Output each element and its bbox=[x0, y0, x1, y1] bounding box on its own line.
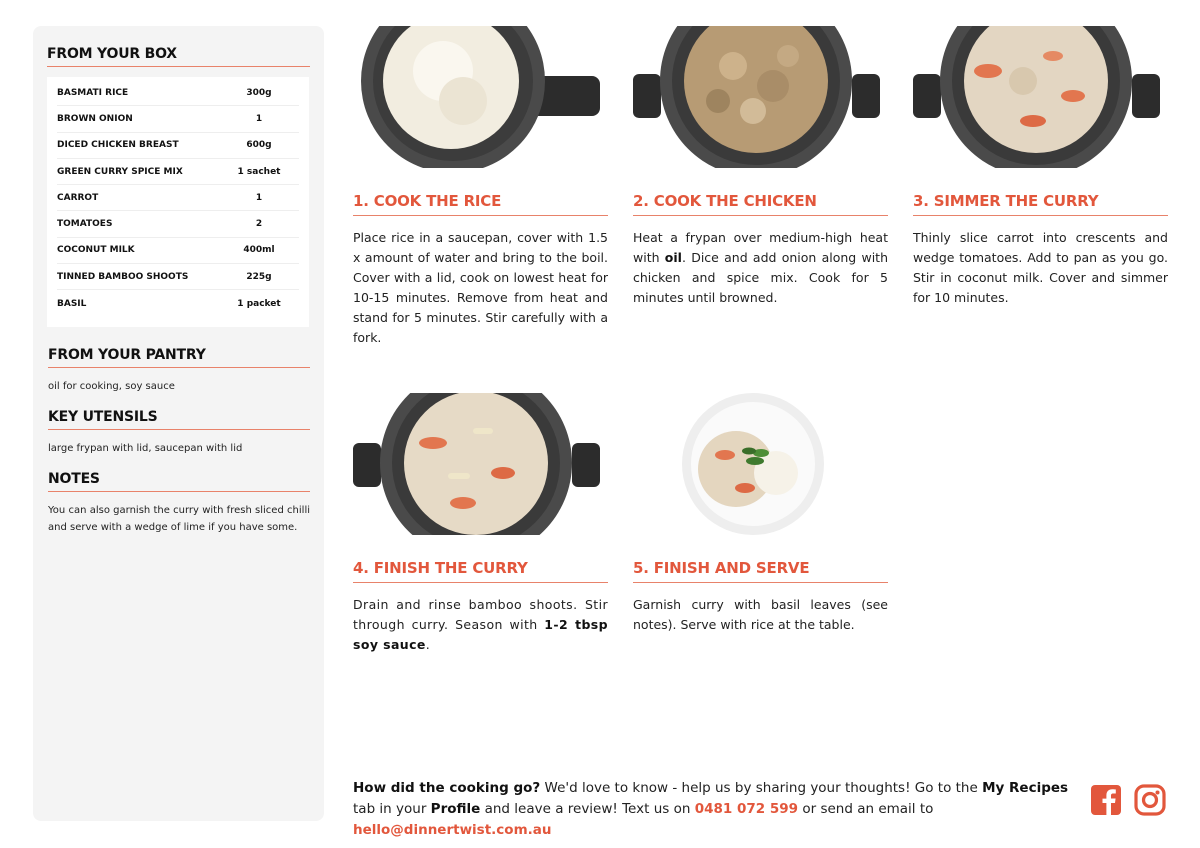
ingredient-row bbox=[57, 106, 299, 132]
email-link[interactable]: hello@dinnertwist.com.au bbox=[353, 822, 552, 838]
notes-section bbox=[47, 471, 310, 536]
step-2-title: 2. COOK THE CHICKEN bbox=[633, 192, 888, 216]
ingredient-row bbox=[57, 185, 299, 211]
ingredient-name: BASMATI RICE bbox=[57, 87, 129, 98]
footer-question: How did the cooking go? bbox=[353, 780, 541, 796]
facebook-icon[interactable] bbox=[1090, 784, 1122, 816]
ingredient-qty: 300g bbox=[246, 87, 272, 98]
key-utensils-heading: KEY UTENSILS bbox=[48, 409, 310, 430]
utensils-text: large frypan with lid, saucepan with lid bbox=[48, 442, 243, 454]
step-4 bbox=[353, 393, 608, 655]
ingredient-qty: 2 bbox=[255, 219, 263, 230]
ingredient-name: TINNED BAMBOO SHOOTS bbox=[57, 271, 189, 282]
ingredient-qty: 1 sachet bbox=[237, 166, 281, 177]
ingredient-row bbox=[57, 133, 299, 159]
ingredient-qty: 600g bbox=[246, 140, 272, 151]
ingredient-row bbox=[57, 264, 299, 290]
ingredient-qty: 225g bbox=[246, 271, 272, 282]
review-footer: How did the cooking go? We'd love to know - help us by sharing your thoughts! Go to the My Recipes tab in your Profile and leave a review! Text us on 0481 072 599 or send an email to hello@dinnertwist.com.au bbox=[353, 780, 1069, 838]
from-your-pantry-heading: FROM YOUR PANTRY bbox=[48, 347, 310, 368]
pantry-section bbox=[47, 347, 310, 395]
phone-link[interactable]: 0481 072 599 bbox=[694, 801, 799, 817]
step-3 bbox=[913, 26, 1168, 308]
ingredient-qty: 400ml bbox=[243, 245, 275, 256]
ingredient-row bbox=[57, 211, 299, 237]
ingredient-row bbox=[57, 80, 299, 106]
ingredient-qty: 1 packet bbox=[237, 298, 281, 309]
ingredient-name: TOMATOES bbox=[57, 219, 113, 230]
step-1-title: 1. COOK THE RICE bbox=[353, 192, 608, 216]
notes-text: You can also garnish the curry with fresh sliced chilli and serve with a wedge of lime if you have some. bbox=[48, 504, 310, 533]
ingredient-name: GREEN CURRY SPICE MIX bbox=[57, 166, 183, 177]
step-3-photo bbox=[913, 26, 1160, 168]
step-4-photo bbox=[353, 393, 600, 535]
notes-heading: NOTES bbox=[48, 471, 310, 492]
ingredient-row bbox=[57, 159, 299, 185]
profile-label: Profile bbox=[430, 801, 481, 817]
ingredient-row bbox=[57, 238, 299, 264]
ingredient-name: BROWN ONION bbox=[57, 113, 133, 124]
step-2-text: Heat a frypan over medium-high heat with oil. Dice and add onion along with chicken and spice mix. Cook for 5 minutes until browned. bbox=[633, 230, 889, 305]
step-1-photo bbox=[353, 26, 600, 168]
step-5-photo bbox=[633, 393, 880, 535]
step-1-text: Place rice in a saucepan, cover with 1.5 x amount of water and bring to the boil. Cover with a lid, cook on lowest heat for 10-15 minutes. Remove from heat and stand for 5 minutes. Stir carefully with a fork. bbox=[353, 230, 608, 345]
from-your-box-heading: FROM YOUR BOX bbox=[47, 46, 310, 67]
step-4-text: Drain and rinse bamboo shoots. Stir through curry. Season with 1-2 tbsp soy sauce. bbox=[353, 597, 608, 652]
ingredients-sidebar bbox=[33, 26, 324, 821]
step-2 bbox=[633, 26, 888, 308]
step-2-photo bbox=[633, 26, 880, 168]
box-ingredients-table bbox=[47, 77, 309, 327]
ingredient-qty: 1 bbox=[255, 192, 263, 203]
step-5-title: 5. FINISH AND SERVE bbox=[633, 559, 888, 583]
pantry-text: oil for cooking, soy sauce bbox=[48, 380, 175, 392]
ingredient-row bbox=[57, 290, 299, 316]
social-links bbox=[1090, 784, 1166, 816]
my-recipes-label: My Recipes bbox=[982, 780, 1069, 796]
ingredient-name: BASIL bbox=[57, 298, 87, 309]
ingredient-name: DICED CHICKEN BREAST bbox=[57, 140, 179, 151]
step-1 bbox=[353, 26, 608, 348]
step-3-title: 3. SIMMER THE CURRY bbox=[913, 192, 1168, 216]
utensils-section bbox=[47, 409, 310, 457]
instagram-icon[interactable] bbox=[1134, 784, 1166, 816]
ingredient-qty: 1 bbox=[255, 113, 263, 124]
step-5 bbox=[633, 393, 888, 635]
step-5-text: Garnish curry with basil leaves (see notes). Serve with rice at the table. bbox=[633, 597, 888, 632]
ingredient-name: COCONUT MILK bbox=[57, 245, 135, 256]
step-4-title: 4. FINISH THE CURRY bbox=[353, 559, 608, 583]
step-3-text: Thinly slice carrot into crescents and wedge tomatoes. Add to pan as you go. Stir in coconut milk. Cover and simmer for 10 minutes. bbox=[913, 230, 1168, 305]
ingredient-name: CARROT bbox=[57, 192, 99, 203]
